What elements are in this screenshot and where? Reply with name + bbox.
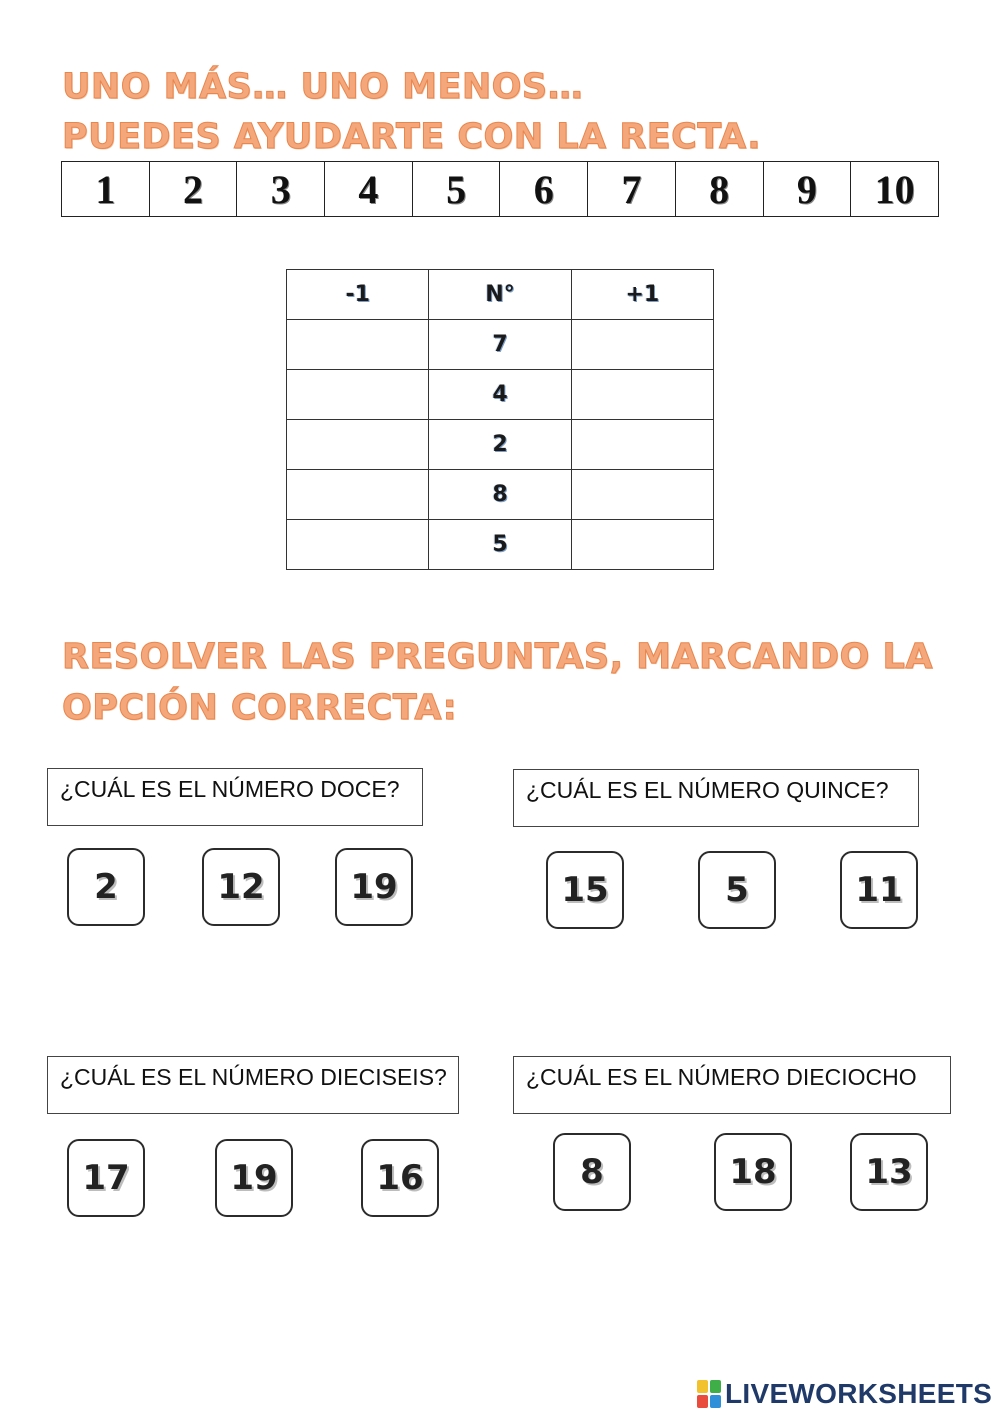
plus-one-answer-cell[interactable]	[571, 320, 713, 370]
table-row	[287, 470, 714, 520]
option-button[interactable]: 8	[553, 1133, 631, 1211]
logo-square	[710, 1380, 721, 1393]
title-line-2: PUEDES AYUDARTE CON LA RECTA.	[62, 117, 762, 157]
number-line-cell: 6	[500, 162, 588, 217]
plus-one-answer-cell[interactable]	[571, 370, 713, 420]
plus-one-answer-cell[interactable]	[571, 520, 713, 570]
option-button[interactable]: 13	[850, 1133, 928, 1211]
one-more-one-less-table	[286, 269, 714, 570]
option-button[interactable]: 11	[840, 851, 918, 929]
number-line-cell: 1	[62, 162, 150, 217]
table-row	[287, 320, 714, 370]
number-line-cell: 7	[588, 162, 676, 217]
number-line-cell: 8	[675, 162, 763, 217]
table-row	[287, 370, 714, 420]
header-number: N°	[429, 270, 571, 320]
minus-one-answer-cell[interactable]	[287, 520, 429, 570]
option-button[interactable]: 15	[546, 851, 624, 929]
number-cell: 5	[429, 520, 571, 570]
question-dieciseis: ¿CUÁL ES EL NÚMERO DIECISEIS?	[47, 1056, 459, 1114]
number-cell: 4	[429, 370, 571, 420]
header-plus-one: +1	[571, 270, 713, 320]
option-button[interactable]: 18	[714, 1133, 792, 1211]
number-line-cell: 3	[237, 162, 325, 217]
number-line-cell: 10	[851, 162, 939, 217]
option-button[interactable]: 17	[67, 1139, 145, 1217]
liveworksheets-brand	[697, 1377, 992, 1411]
question-quince: ¿CUÁL ES EL NÚMERO QUINCE?	[513, 769, 919, 827]
header-minus-one: -1	[287, 270, 429, 320]
logo-square	[710, 1395, 721, 1408]
option-button[interactable]: 2	[67, 848, 145, 926]
number-line-cell: 2	[149, 162, 237, 217]
minus-one-answer-cell[interactable]	[287, 320, 429, 370]
question-dieciocho: ¿CUÁL ES EL NÚMERO DIECIOCHO	[513, 1056, 951, 1114]
number-cell: 8	[429, 470, 571, 520]
title-line-1: UNO MÁS… UNO MENOS…	[62, 67, 584, 107]
table-row	[287, 420, 714, 470]
number-line-cell: 4	[325, 162, 413, 217]
number-cell: 7	[429, 320, 571, 370]
number-cell: 2	[429, 420, 571, 470]
table-row	[287, 520, 714, 570]
logo-square	[697, 1380, 708, 1393]
plus-one-answer-cell[interactable]	[571, 470, 713, 520]
option-button[interactable]: 5	[698, 851, 776, 929]
plus-one-answer-cell[interactable]	[571, 420, 713, 470]
number-line	[61, 161, 939, 217]
number-line-cell: 9	[763, 162, 851, 217]
brand-name: LIVEWORKSHEETS	[725, 1378, 993, 1409]
logo-square	[697, 1395, 708, 1408]
section-title-line-1: RESOLVER LAS PREGUNTAS, MARCANDO LA	[62, 637, 933, 677]
question-doce: ¿CUÁL ES EL NÚMERO DOCE?	[47, 768, 423, 826]
option-button[interactable]: 16	[361, 1139, 439, 1217]
number-line-cell: 5	[412, 162, 500, 217]
section-title-line-2: OPCIÓN CORRECTA:	[62, 688, 458, 728]
option-button[interactable]: 19	[215, 1139, 293, 1217]
minus-one-answer-cell[interactable]	[287, 420, 429, 470]
liveworksheets-logo-icon	[697, 1380, 721, 1408]
minus-one-answer-cell[interactable]	[287, 370, 429, 420]
option-button[interactable]: 12	[202, 848, 280, 926]
minus-one-answer-cell[interactable]	[287, 470, 429, 520]
option-button[interactable]: 19	[335, 848, 413, 926]
